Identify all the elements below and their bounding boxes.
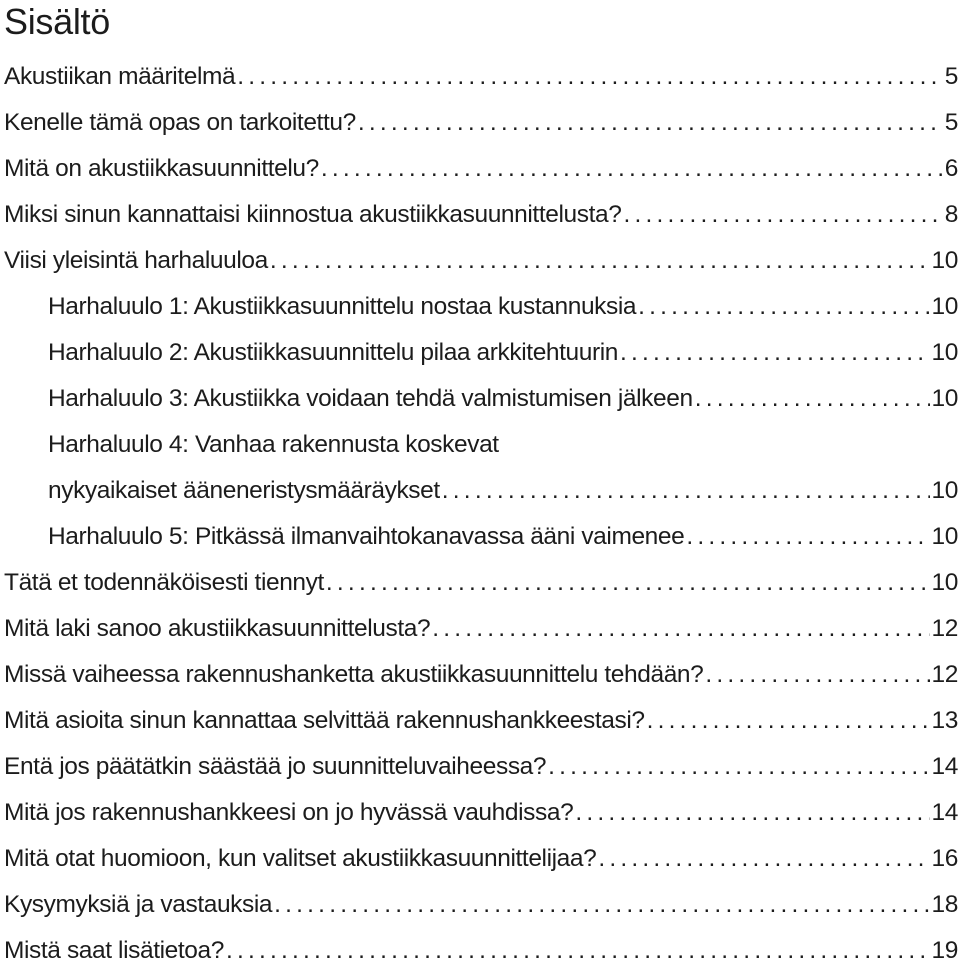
toc-entry-title: Kenelle tämä opas on tarkoitettu? <box>4 109 356 136</box>
toc-entry-title: Missä vaiheessa rakennushanketta akustiikkasuunnittelu tehdään? <box>4 661 704 688</box>
toc-entry-page-number: 10 <box>931 477 958 504</box>
dot-leader <box>598 836 929 882</box>
toc-entry[interactable] <box>0 330 960 376</box>
toc-entry-title: Miksi sinun kannattaisi kiinnostua akustiikkasuunnittelusta? <box>4 201 622 228</box>
dot-leader <box>705 652 929 698</box>
toc-entry[interactable] <box>0 192 960 238</box>
toc-entry-title: Mistä saat lisätietoa? <box>4 937 224 964</box>
toc-entry-page-number: 8 <box>944 201 958 228</box>
toc-entry-title: Tätä et todennäköisesti tiennyt <box>4 569 324 596</box>
toc-entry-title: Harhaluulo 3: Akustiikka voidaan tehdä valmistumisen jälkeen <box>48 385 693 412</box>
toc-entry[interactable] <box>0 744 960 790</box>
toc-entry-page-number: 13 <box>931 707 958 734</box>
dot-leader <box>638 284 929 330</box>
dot-leader <box>575 790 929 836</box>
dot-leader <box>623 192 942 238</box>
toc-entry-title: Mitä jos rakennushankkeesi on jo hyvässä vauhdissa? <box>4 799 574 826</box>
toc-entry-page-number: 10 <box>931 293 958 320</box>
toc-entry[interactable] <box>0 514 960 560</box>
toc-entry-page-number: 10 <box>931 569 958 596</box>
toc-entry-page-number: 10 <box>931 385 958 412</box>
toc-entry-title: Harhaluulo 1: Akustiikkasuunnittelu nostaa kustannuksia <box>48 293 637 320</box>
toc-entry[interactable] <box>0 698 960 744</box>
toc-entry[interactable] <box>0 238 960 284</box>
toc-entry-page-number: 16 <box>931 845 958 872</box>
toc-entry-title: Harhaluulo 4: Vanhaa rakennusta koskevat <box>48 431 499 458</box>
toc-entry-title: Harhaluulo 2: Akustiikkasuunnittelu pilaa arkkitehtuurin <box>48 339 619 366</box>
toc-entry[interactable] <box>0 606 960 652</box>
toc-entry-title: Mitä laki sanoo akustiikkasuunnittelusta? <box>4 615 431 642</box>
toc-entry-title: Mitä otat huomioon, kun valitset akustiikkasuunnittelijaa? <box>4 845 597 872</box>
toc-entry[interactable] <box>0 790 960 836</box>
toc-entry[interactable] <box>0 468 960 514</box>
dot-leader <box>686 514 929 560</box>
dot-leader <box>321 146 943 192</box>
dot-leader <box>432 606 929 652</box>
toc-entry[interactable] <box>0 284 960 330</box>
toc-entry-title: Harhaluulo 5: Pitkässä ilmanvaihtokanavassa ääni vaimenee <box>48 523 685 550</box>
toc-entry-page-number: 18 <box>931 891 958 918</box>
toc-entry-page-number: 14 <box>931 799 958 826</box>
toc-entry[interactable] <box>0 54 960 100</box>
toc-entry-title: nykyaikaiset ääneneristysmääräykset <box>48 477 440 504</box>
toc-entry[interactable] <box>0 836 960 882</box>
dot-leader <box>270 238 930 284</box>
toc-entry[interactable] <box>0 652 960 698</box>
toc-entry[interactable] <box>0 422 960 468</box>
toc-entry-title: Kysymyksiä ja vastauksia <box>4 891 273 918</box>
toc-entry-title: Viisi yleisintä harhaluuloa <box>4 247 268 274</box>
toc-entry-page-number: 5 <box>944 109 958 136</box>
toc-entry-page-number: 12 <box>931 661 958 688</box>
dot-leader <box>274 882 929 928</box>
toc-entry-title: Mitä asioita sinun kannattaa selvittää rakennushankkeestasi? <box>4 707 645 734</box>
toc-entry-page-number: 10 <box>931 247 958 274</box>
toc-entry[interactable] <box>0 100 960 146</box>
toc-entry[interactable] <box>0 376 960 422</box>
toc-entry-title: Akustiikan määritelmä <box>4 63 236 90</box>
toc-entry-page-number: 10 <box>931 523 958 550</box>
dot-leader <box>620 330 930 376</box>
dot-leader <box>237 54 943 100</box>
toc-entry[interactable] <box>0 882 960 928</box>
toc-entry[interactable] <box>0 560 960 606</box>
toc-list <box>0 54 960 974</box>
dot-leader <box>647 698 930 744</box>
toc-entry[interactable] <box>0 146 960 192</box>
dot-leader <box>226 928 930 974</box>
toc-entry-title: Mitä on akustiikkasuunnittelu? <box>4 155 319 182</box>
dot-leader <box>548 744 929 790</box>
toc-entry[interactable] <box>0 928 960 974</box>
toc-entry-page-number: 14 <box>931 753 958 780</box>
dot-leader <box>326 560 930 606</box>
toc-entry-page-number: 6 <box>944 155 958 182</box>
toc-entry-page-number: 19 <box>931 937 958 964</box>
page-title: Sisältö <box>4 1 110 42</box>
dot-leader <box>358 100 943 146</box>
dot-leader <box>442 468 930 514</box>
toc-entry-page-number: 5 <box>944 63 958 90</box>
toc-entry-page-number: 12 <box>931 615 958 642</box>
toc-entry-title: Entä jos päätätkin säästää jo suunnitteluvaiheessa? <box>4 753 547 780</box>
toc-entry-page-number: 10 <box>931 339 958 366</box>
dot-leader <box>695 376 930 422</box>
